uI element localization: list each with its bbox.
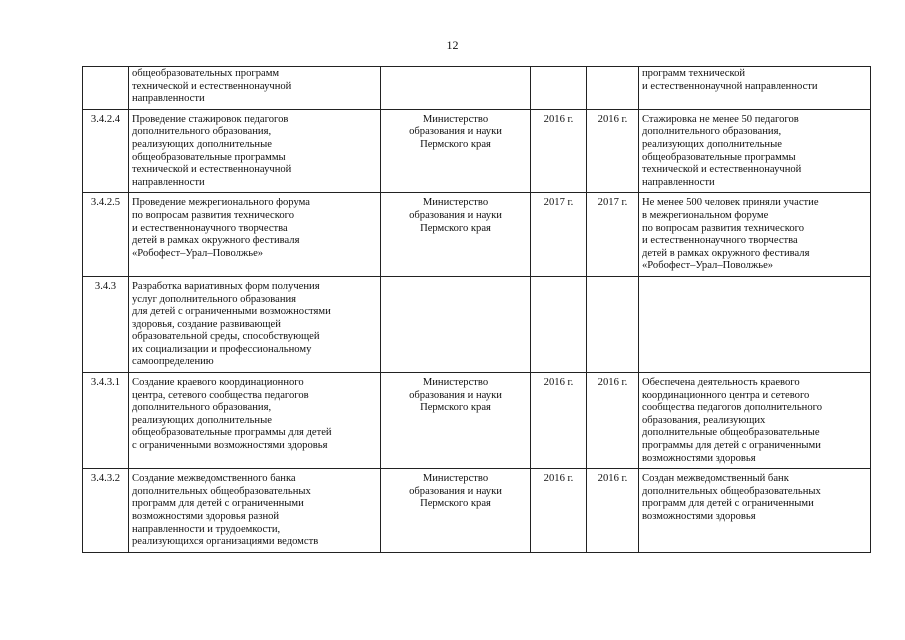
expected-result: Стажировка не менее 50 педагогов дополнительного образования, реализующих дополнительные общеобразовательные программы технической и естественнонаучной направленности xyxy=(639,109,871,193)
start-year xyxy=(531,276,587,372)
executor xyxy=(381,276,531,372)
executor: Министерство образования и науки Пермского края xyxy=(381,469,531,553)
start-year xyxy=(531,67,587,110)
table-row xyxy=(83,373,871,469)
start-year: 2016 г. xyxy=(531,109,587,193)
table-row xyxy=(83,469,871,553)
measure-title: Создание краевого координационного центра, сетевого сообщества педагогов дополнительного образования, реализующих дополнительные общеобразовательные программы для детей с ограниченными возможностями здоровья xyxy=(129,373,381,469)
row-number xyxy=(83,67,129,110)
expected-result: программ технической и естественнонаучной направленности xyxy=(639,67,871,110)
row-number: 3.4.2.4 xyxy=(83,109,129,193)
start-year: 2016 г. xyxy=(531,373,587,469)
measures-table xyxy=(82,66,871,553)
measure-title: Разработка вариативных форм получения услуг дополнительного образования для детей с ограниченными возможностями здоровья, создание развивающей образовательной среды, способствующей их социализации и профессиональному самоопределению xyxy=(129,276,381,372)
table-row xyxy=(83,276,871,372)
table-row xyxy=(83,193,871,277)
end-year: 2016 г. xyxy=(587,373,639,469)
table-row xyxy=(83,109,871,193)
start-year: 2016 г. xyxy=(531,469,587,553)
executor xyxy=(381,67,531,110)
measure-title: Проведение межрегионального форума по вопросам развития технического и естественнонаучного творчества детей в рамках окружного фестиваля «Робофест–Урал–Поволжье» xyxy=(129,193,381,277)
measure-title: общеобразовательных программ технической и естественнонаучной направленности xyxy=(129,67,381,110)
table-row xyxy=(83,67,871,110)
end-year: 2016 г. xyxy=(587,109,639,193)
executor: Министерство образования и науки Пермского края xyxy=(381,109,531,193)
row-number: 3.4.3.2 xyxy=(83,469,129,553)
expected-result: Обеспечена деятельность краевого координационного центра и сетевого сообщества педагогов дополнительного образования, реализующих дополнительные общеобразовательные программы для детей с ограниченными возможностями здоровья xyxy=(639,373,871,469)
start-year: 2017 г. xyxy=(531,193,587,277)
expected-result: Создан межведомственный банк дополнительных общеобразовательных программ для детей с ограниченными возможностями здоровья xyxy=(639,469,871,553)
end-year: 2016 г. xyxy=(587,469,639,553)
end-year: 2017 г. xyxy=(587,193,639,277)
row-number: 3.4.3.1 xyxy=(83,373,129,469)
expected-result: Не менее 500 человек приняли участие в межрегиональном форуме по вопросам развития технического и естественнонаучного творчества детей в рамках окружного фестиваля «Робофест–Урал–Поволжье» xyxy=(639,193,871,277)
row-number: 3.4.3 xyxy=(83,276,129,372)
measure-title: Создание межведомственного банка дополнительных общеобразовательных программ для детей с ограниченными возможностями здоровья разной направленности и трудоемкости, реализующихся организациями ведомств xyxy=(129,469,381,553)
executor: Министерство образования и науки Пермского края xyxy=(381,193,531,277)
page-number: 12 xyxy=(446,38,459,52)
measure-title: Проведение стажировок педагогов дополнительного образования, реализующих дополнительные общеобразовательные программы технической и естественнонаучной направленности xyxy=(129,109,381,193)
end-year xyxy=(587,276,639,372)
executor: Министерство образования и науки Пермского края xyxy=(381,373,531,469)
row-number: 3.4.2.5 xyxy=(83,193,129,277)
expected-result xyxy=(639,276,871,372)
end-year xyxy=(587,67,639,110)
